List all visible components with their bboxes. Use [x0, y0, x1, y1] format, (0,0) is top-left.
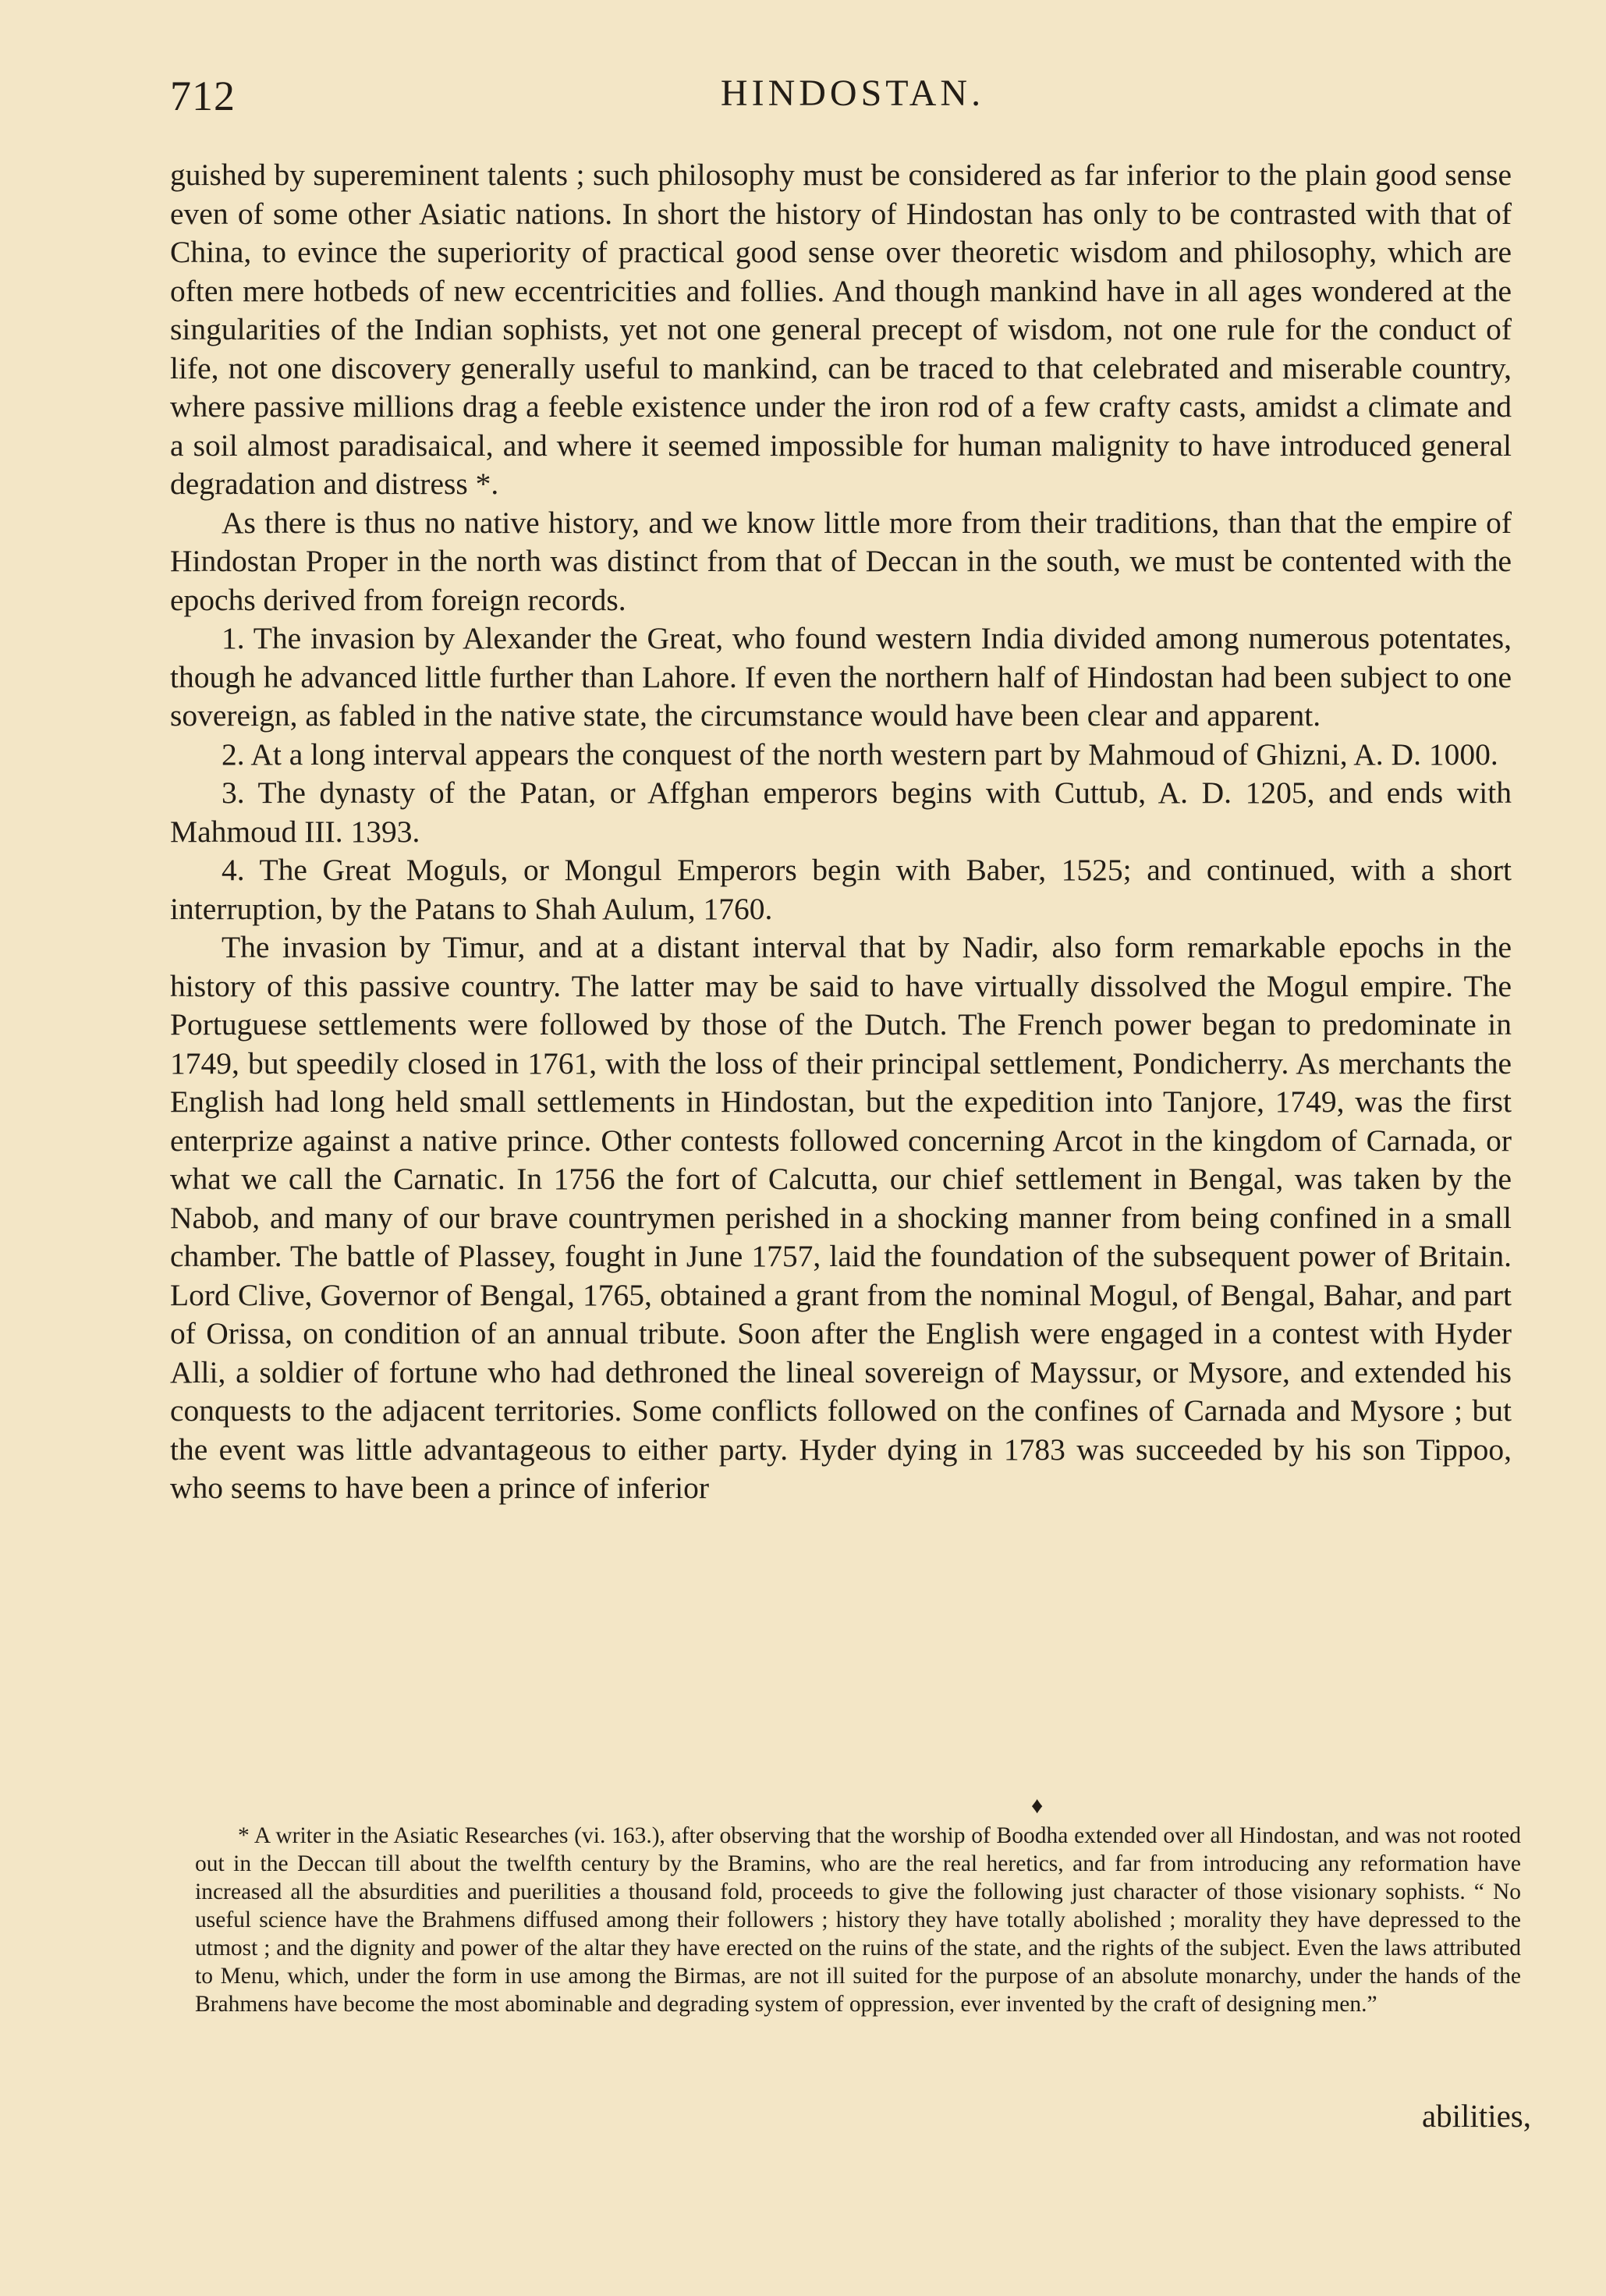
footnote-text: * A writer in the Asiatic Researches (vi. 163.), after observing that the worship of Boodha extended over all Hindostan, and was not rooted out in the Deccan till about the twelfth century by the Bramins, who are the real heretics, and far from introducing any reformation have increased all the absurdities and puerilities a thousand fold, proceeds to give the following just character of those visionary sophists. “ No useful science have the Brahmens diffused among their followers ; history they have totally abolished ; morality they have depressed to the utmost ; and the dignity and power of the altar they have erected on the ruins of the state, and the rights of the subject. Even the laws attributed to Menu, which, under the form in use among the Birmas, are not ill suited for the purpose of an absolute monarchy, under the hands of the Brahmens have become the most abominable and degrading system of oppression, ever invented by the craft of designing men.” — [195, 1823, 1521, 2017]
paragraph-epoch-3: 3. The dynasty of the Patan, or Affghan emperors begins with Cuttub, A. D. 1205, and ends with Mahmoud III. 1393. — [170, 775, 1512, 849]
catchword: abilities, — [1421, 2098, 1531, 2134]
paragraph-2: As there is thus no native history, and we know little more from their traditions, than that the empire of Hindostan Proper in the north was distinct from that of Deccan in the south, we must be contented with the epochs derived from foreign records. — [170, 505, 1512, 617]
paragraph-7: The invasion by Timur, and at a distant interval that by Nadir, also form remarkable epochs in the history of this passive country. The latter may be said to have virtually dissolved the Mogul empire. The Portuguese settlements were followed by those of the Dutch. The French power began to predominate in 1749, but speedily closed in 1761, with the loss of their principal settlement, Pondicherry. As merchants the English had long held small settlements in Hindostan, but the expedition into Tanjore, 1749, was the first enterprize against a native prince. Other contests followed concerning Arcot in the kingdom of Carnada, or what we call the Carnatic. In 1756 the fort of Calcutta, our chief settlement in Bengal, was taken by the Nabob, and many of our brave countrymen perished in a shocking manner from being confined in a small chamber. The battle of Plassey, fought in June 1757, laid the foundation of the subsequent power of Britain. Lord Clive, Governor of Bengal, 1765, obtained a grant from the nominal Mogul, of Bengal, Bahar, and part of Orissa, on condition of an annual tribute. Soon after the English were engaged in a contest with Hyder Alli, a soldier of fortune who had dethroned the lineal sovereign of Mayssur, or Mysore, and extended his conquests to the adjacent territories. Some conflicts followed on the confines of Carnada and Mysore ; but the event was little advantageous to either party. Hyder dying in 1783 was succeeded by his son Tippoo, who seems to have been a prince of inferior — [170, 930, 1512, 1505]
paragraph-epoch-4: 4. The Great Moguls, or Mongul Emperors begin with Baber, 1525; and continued, with a short interruption, by the Patans to Shah Aulum, 1760. — [170, 853, 1512, 926]
main-text — [170, 156, 1512, 1508]
page-number: 712 — [170, 73, 236, 119]
ornament-mark: ♦ — [1031, 1793, 1044, 1819]
running-title: HINDOSTAN. — [720, 73, 985, 114]
paragraph-epoch-2: 2. At a long interval appears the conquest of the north western part by Mahmoud of Ghizni, A. D. 1000. — [222, 736, 1498, 772]
paragraph-1: guished by supereminent talents ; such philosophy must be considered as far inferior to the plain good sense even of some other Asiatic nations. In short the history of Hindostan has only to be contrasted with that of China, to evince the superiority of practical good sense over theoretic wisdom and philosophy, which are often mere hotbeds of new eccentricities and follies. And though mankind have in all ages wondered at the singularities of the Indian sophists, yet not one general precept of wisdom, not one rule for the conduct of life, not one discovery generally useful to mankind, can be traced to that celebrated and miserable country, where passive millions drag a feeble existence under the iron rod of a few crafty casts, amidst a climate and a soil almost paradisaical, and where it seemed impossible for human malignity to have introduced general degradation and distress *. — [170, 158, 1512, 501]
page-header — [170, 72, 1535, 126]
paragraph-epoch-1: 1. The invasion by Alexander the Great, who found western India divided among numerous potentates, though he advanced little further than Lahore. If even the northern half of Hindostan had been subject to one sovereign, as fabled in the native state, the circumstance would have been clear and apparent. — [170, 621, 1512, 733]
footnote — [195, 1822, 1521, 2018]
